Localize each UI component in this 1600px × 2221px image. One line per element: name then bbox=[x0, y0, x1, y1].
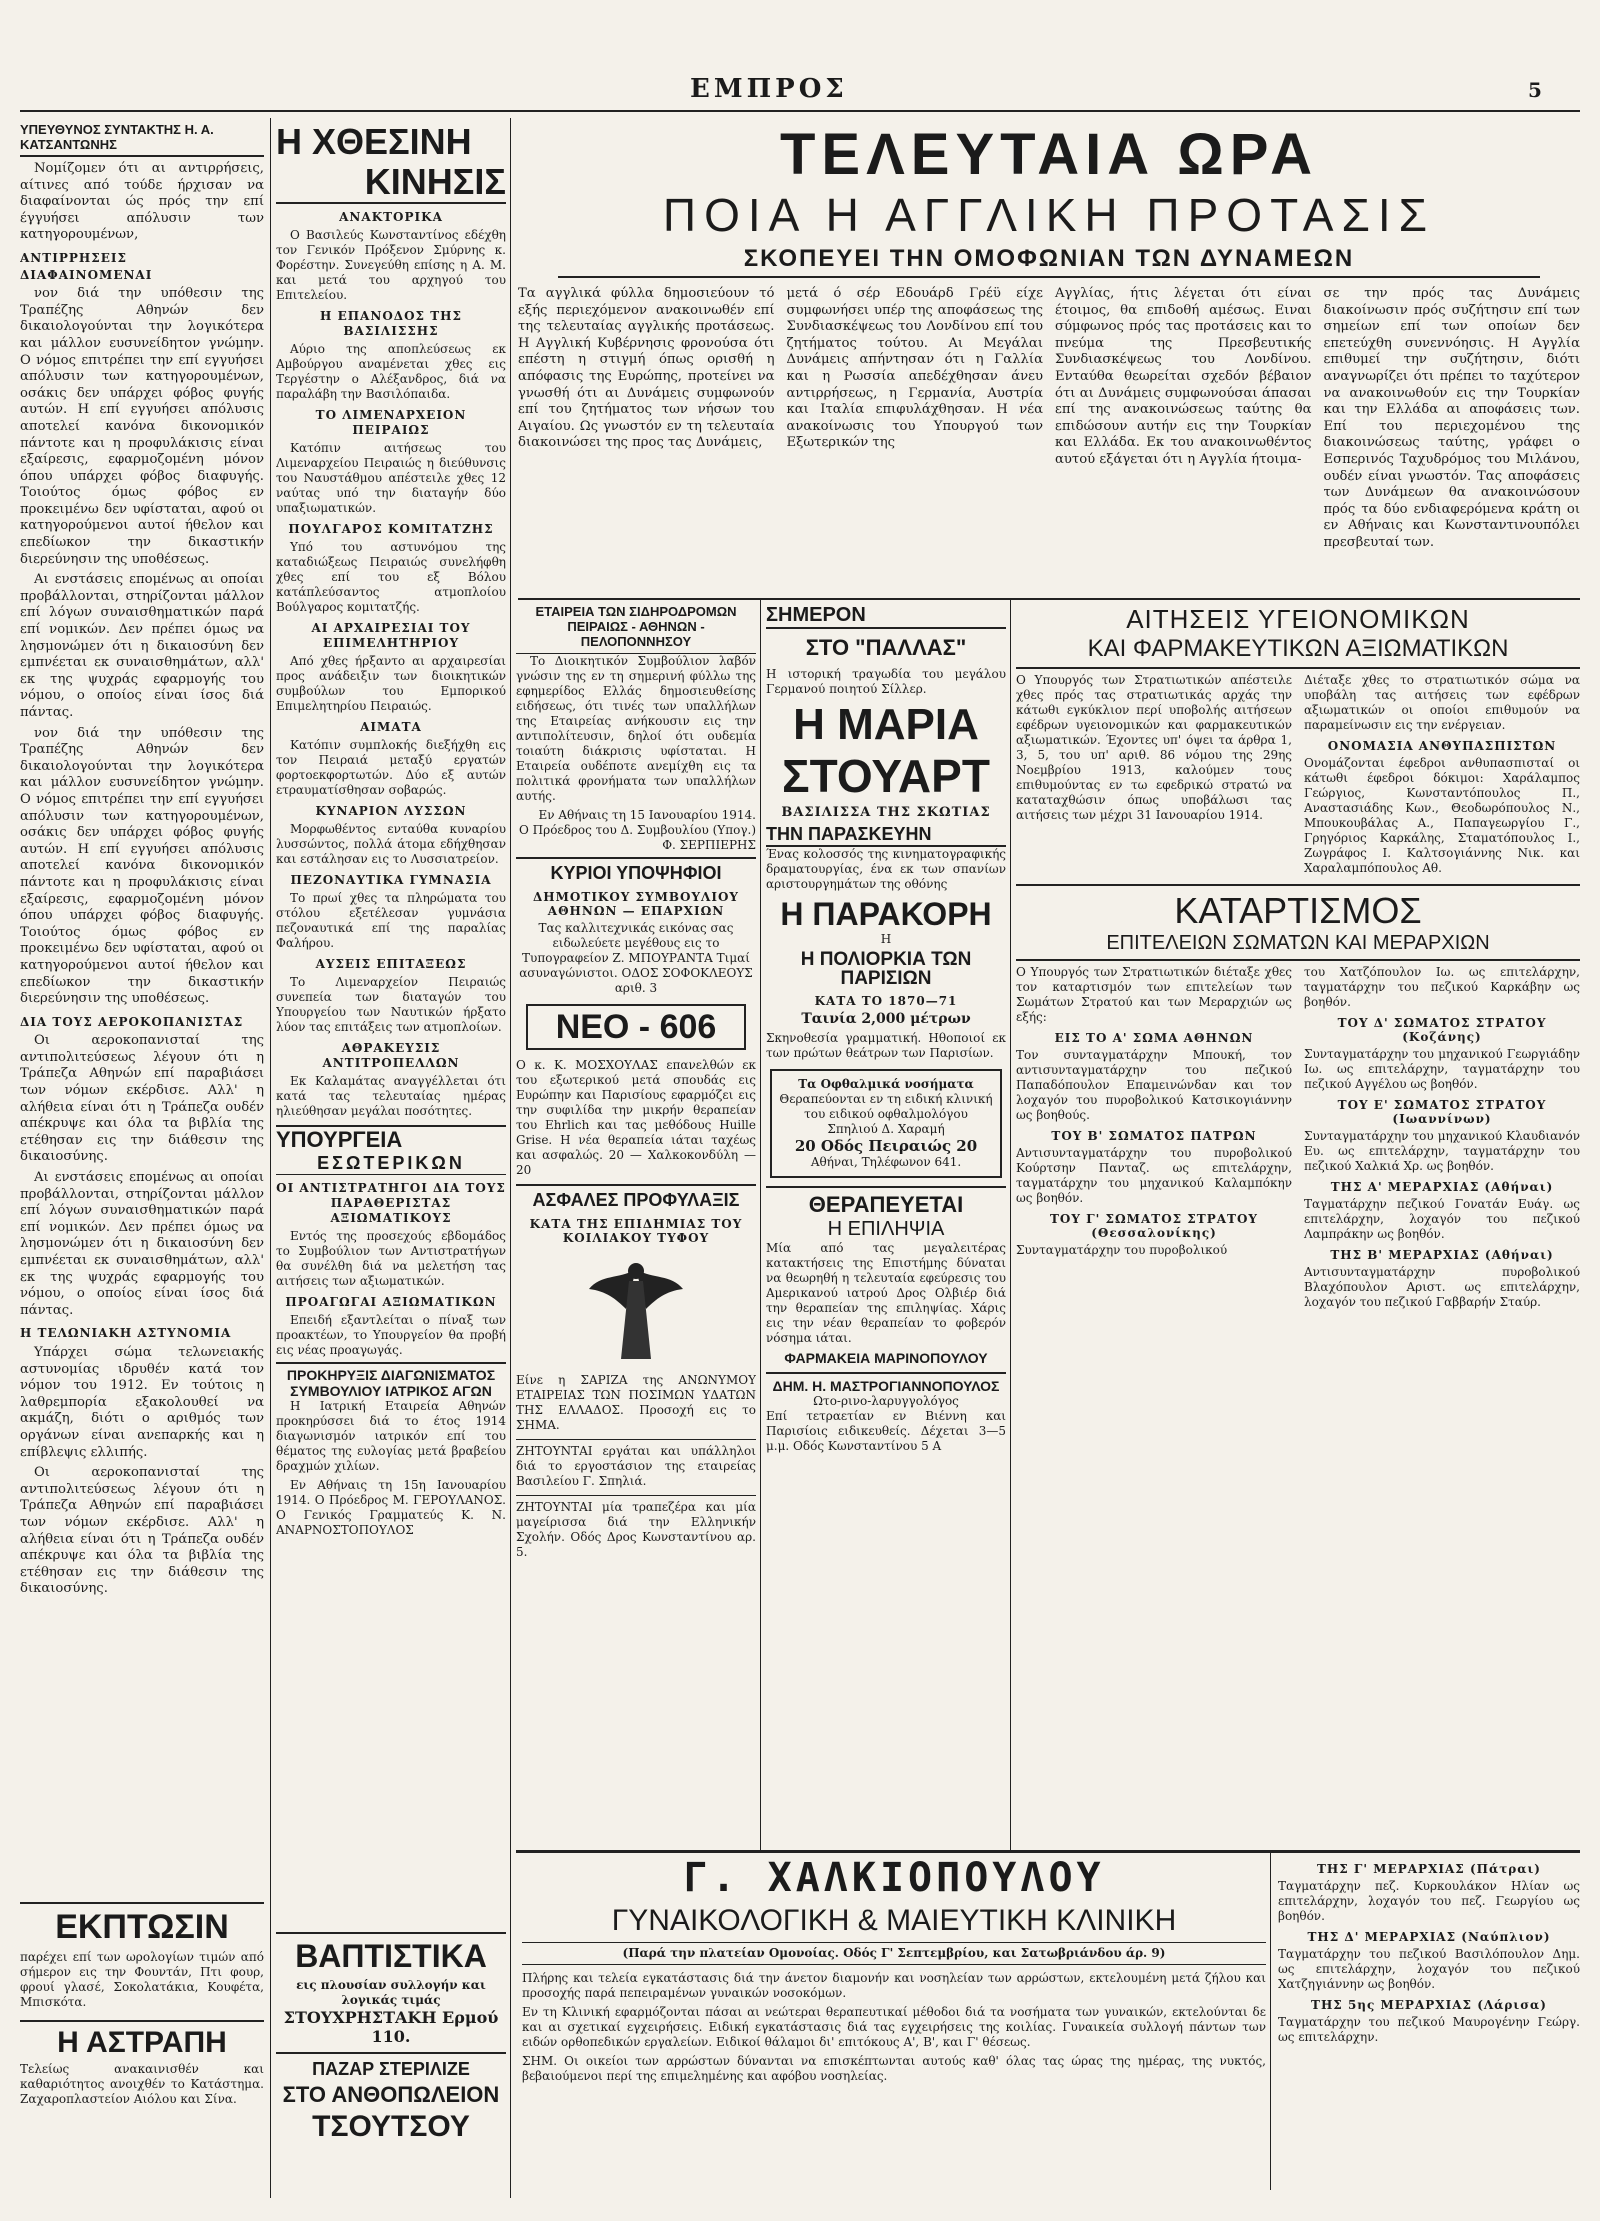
lead-column: Τα αγγλικά φύλλα δημοσιεύουν τό εξής περιεχόμενον ανακοινωθέν επί της τελευταίας αγγλικής προτάσεως. Η Αγγλική Κυβέρνησις φρονούσα ότι επέστη η στιγμή όπως ορισθή η απόφασις της Ευρώπης, προτείνει να γνωσθή ότι αι Δυνάμεις συμφωνούν επί του ζητήματος των νήσων του Αιγαίου. Ως γνωστόν εν τη τελευταία διακοινώσει της προς τας Δυνάμεις, bbox=[518, 286, 775, 451]
railway-signature: Εν Αθήναις τη 15 Ιανουαρίου 1914. Ο Πρόεδρος του Δ. Συμβουλίου (Υπογ.) Φ. ΣΕΡΠΙΕΡΗΣ bbox=[519, 808, 756, 852]
side-heading: ΑΝΤΙΡΡΗΣΕΙΣ ΔΙΑΦΑΙΝΟΜΕΝΑΙ bbox=[20, 250, 153, 282]
corps-text: Αντισυνταγματάρχην του πυροβολικού Κούρτσην Πανταζ. ως επιτελάρχην, ταγματάρχην του μηχανικού Καλαμπόκην ως βοηθόν. bbox=[1016, 1146, 1292, 1205]
film-title: ΣΤΟΥΑΡΤ bbox=[782, 750, 990, 802]
masthead bbox=[0, 74, 1600, 108]
ad-title: ΒΑΠΤΙΣΤΙΚΑ bbox=[295, 1938, 487, 1974]
ad-text: Τελείως ανακαινισθέν και καθαριότητος ανοιχθέν το Κατάστημα. Ζαχαροπλαστείον Αιόλου και Σίνα. bbox=[20, 2062, 264, 2106]
notice-text: Εν Αθήναις τη 15η Ιανουαρίου 1914. Ο Πρόεδρος Μ. ΓΕΡΟΥΛΑΝΟΣ. Ο Γενικός Γραμματεύς Κ. Ν. ΑΝΑΡΝΟΣΤΟΠΟΥΛΟΣ bbox=[276, 1478, 506, 1537]
epilepsy-sub: Η ΕΠΙΛΗΨΙΑ bbox=[827, 1218, 945, 1240]
division-text: Ταγματάρχην του πεζικού Βασιλόπουλον Δημ. ως επιτελάρχην, λοχαγόν του πεζικού Χατζηγιάννην ως βοηθόν. bbox=[1278, 1947, 1580, 1991]
eye-clinic-ad bbox=[770, 1069, 1002, 1178]
section-title: Η ΧΘΕΣΙΝΗ bbox=[276, 122, 472, 162]
column-divisions bbox=[1278, 1856, 1580, 2192]
item-text: Εκ Καλαμάτας αναγγέλλεται ότι κατά τας τελευταίας ημέρας ηλιεύθησαν μεγάλαι ποσότητες. bbox=[276, 1074, 506, 1118]
lead-column: Αγγλίας, ήτις λέγεται ότι είναι έτοιμος, θα επιδοθή αμέσως. Ειναι σύμφωνος πρός τας προτάσεις και το πνεύμα της Πρεσβευτικής Συνδιασκέψεως του Λονδίνου. Ενταύθα θεωρείται σχεδόν βέβαιον ότι αι Δυνάμεις συμφωνούσαι άπασαι επί της ανακοινώσεως ταύτης θα επιδώσουν αυτήν εις την Τουρκίαν και Ελλάδα. Εκ του ανακοινωθέντος αυτού εξάγεται ότι η Αγγλία ήτοιμα- bbox=[1055, 286, 1312, 467]
corps-heading: ΤΟΥ Ε' ΣΩΜΑΤΟΣ ΣΤΡΑΤΟΥ (Ιωαννίνων) bbox=[1337, 1098, 1547, 1126]
cinema-intro: Η ιστορική τραγωδία του μεγάλου Γερμανού ποιητού Σίλλερ. bbox=[766, 667, 1006, 696]
cinema-friday: ΤΗΝ ΠΑΡΑΣΚΕΥΗΝ bbox=[766, 824, 1006, 847]
editorial-paragraph: Οι αεροκοπανισταί της αντιπολιτεύσεως λέγουν ότι η Τράπεζα Αθηνών επί παραβιάσει των νόμων εκέρδισε. Αλλ' η αλήθεια είναι ότι η Τράπεζα ουδέν απέκρυψε και όλα τα βιβλία της ετέθησαν εις την διάθεσιν της δικαιοσύνης. bbox=[20, 1033, 264, 1165]
military-names: Ονομάζονται έφεδροι ανθυπασπισταί οι κάτωθι έφεδροι δόκιμοι: Χαράλαμπος Γεώργιος, Κωνσταντόπουλος Π., Αναστασιάδης Κων., Θεοδωρόπουλος Ν., Μπουκουβάλας Α., Παπαγεωργίου Γ., Γρηγόριος Καρκάλης, Σταματόπουλος Ι., Ζωγράφος Ι. Καλτσογιάννης Νικ. και Χαραλαμπόπουλος Αθ. bbox=[1304, 756, 1580, 875]
military-text: Ο Υπουργός των Στρατιωτικών απέστειλε χθες πρός τας στρατιωτικάς αρχάς την κάτωθι εγκύκλιον περί υποβολής αιτήσεων εφέδρων υγειονομικών και φαρμακευτικών αξιωματικών. Έχοντες υπ' όψει τα άρθρα 1, 3, 5, του υπ' αριθ. 86 νόμου της 29ης Νοεμβρίου 1913, καλούμεν τους επιθυμούντας εν τω εφεδρικώ στρατώ να καταταχθώσιν όπως υποβάλωσι τας αιτήσεις των μέχρι 31 Ιανουαρίου 1914. bbox=[1016, 673, 1292, 822]
military-subheading: ΟΝΟΜΑΣΙΑ ΑΝΘΥΠΑΣΠΙΣΤΩΝ bbox=[1327, 739, 1557, 753]
catartismos-title: ΚΑΤΑΡΤΙΣΜΟΣ bbox=[1016, 884, 1580, 932]
item-text: Μορφωθέντος ενταύθα κυναρίου λυσσώντος, πολλά άτομα εδήχθησαν και εστάλησαν εις το Λυσσιατρείον. bbox=[276, 822, 506, 866]
item-heading: ΑΘΡΑΚΕΥΣΙΣ ΑΝΤΙΤΡΟΠΕΛΛΩΝ bbox=[322, 1041, 460, 1070]
pharmacy-name: ΦΑΡΜΑΚΕΙΑ ΜΑΡΙΝΟΠΟΥΛΟΥ bbox=[784, 1350, 988, 1366]
epilepsy-text: Μία από τας μεγαλειτέρας κατακτήσεις της Επιστήμης δύναται να θεωρηθή η τελευταία εφεύρεσις του Αμερικανού ιατρού Δρος Ολβιέρ διά την θεραπείαν της επιληψίας. Χάρις εις την νέαν θεραπείαν το φοβερόν νόσημα ιάται. bbox=[766, 1241, 1006, 1345]
division-heading: ΤΗΣ Γ' ΜΕΡΑΡΧΙΑΣ (Πάτραι) bbox=[1316, 1862, 1541, 1876]
column-divider bbox=[510, 118, 511, 2198]
film-title: Η ΠΟΛΙΟΡΚΙΑ ΤΩΝ ΠΑΡΙΣΙΩΝ bbox=[800, 949, 972, 989]
ad-text: παρέχει επί των ωρολογίων τιμών από σήμερον εις την Φουντάν, Πτι φουρ, φρουί γλασέ, Σοκολατάκια, Κουφέτα, Μπισκότα. bbox=[20, 1950, 264, 2009]
division-heading: ΤΗΣ 5ης ΜΕΡΑΡΧΙΑΣ (Λάρισα) bbox=[1311, 1998, 1547, 2012]
military-text: Ο Υπουργός των Στρατιωτικών διέταξε χθες τον καταρτισμόν των επιτελείων των Σωμάτων Στρατού και των Μεραρχιών ως εξής: bbox=[1016, 965, 1292, 1024]
item-text: Επειδή εξαντλείται ο πίναξ των προακτέων, το Υπουργείον θα προβή εις νέας προαγωγάς. bbox=[276, 1313, 506, 1357]
notice-text: Η Ιατρική Εταιρεία Αθηνών προκηρύσσει διά το έτος 1914 διαγωνισμόν ιατρικόν επί του θέματος της ευλογίας μετά βραβείου δραχμών χιλίων. bbox=[276, 1399, 506, 1473]
corps-text: Συνταγματάρχην του μηχανικού Κλαυδιανόν Ευ. ως επιτελάρχην, ταγματάρχην του πεζικού Χαλκιά Χρ. ως βοηθόν. bbox=[1304, 1129, 1580, 1173]
item-heading: ΑΝΑΚΤΟΡΙΚΑ bbox=[339, 210, 443, 224]
division-heading: ΤΗΣ Α' ΜΕΡΑΡΧΙΑΣ (Αθήναι) bbox=[1330, 1180, 1554, 1194]
clinic-top-rule bbox=[516, 1850, 1580, 1853]
masthead-rule bbox=[20, 110, 1580, 112]
division-heading: ΤΗΣ Δ' ΜΕΡΑΡΧΙΑΣ (Ναύπλιον) bbox=[1307, 1930, 1551, 1944]
candidates-text: Τας καλλιτεχνικάς εικόνας σας ειδωλεύετε μεγέθους εις το Τυπογραφείον Ζ. ΜΠΟΥΡΑΝΤΑ Τιμαί ασυναγώνιστοι. ΟΔΟΣ ΣΟΦΟΚΛΕΟΥΣ αριθ. 3 bbox=[519, 921, 753, 995]
column-cinema bbox=[766, 604, 1006, 1848]
clinic-note: ΣΗΜ. Οι οικείοι των αρρώστων δύνανται να επισκέπτωνται αυτούς καθ' όλας τας ώρας της ημέρας, της νυκτός, βεβαιούμενοι περί της επιμελημένης και αφόβου νοσηλείας. bbox=[522, 2054, 1266, 2083]
lead-bottom-rule bbox=[518, 598, 1580, 600]
item-heading: ΠΟΥΛΓΑΡΟΣ ΚΟΜΙΤΑΤΖΗΣ bbox=[288, 522, 494, 536]
film-title: Η ΠΑΡΑΚΟΡΗ bbox=[780, 896, 992, 932]
catartismos-sub: ΕΠΙΤΕΛΕΙΩΝ ΣΩΜΑΤΩΝ ΚΑΙ ΜΕΡΑΡΧΙΩΝ bbox=[1016, 932, 1580, 961]
item-text: Ο Βασιλεύς Κωνσταντίνος εδέχθη τον Γενικόν Πρόξενον Σμύρνης κ. Φορέστην. Συνεγεύθη επίσης η Α. Μ. και μετά του αρχηγού του Επιτελείου. bbox=[276, 228, 506, 302]
epilepsy-title: ΘΕΡΑΠΕΥΕΤΑΙ bbox=[766, 1186, 1006, 1218]
editorial-paragraph: Οι αεροκοπανισταί της αντιπολιτεύσεως λέγουν ότι η Τράπεζα Αθηνών επί παραβιάσει των νόμων εκέρδισε. Αλλ' η αλήθεια είναι ότι η Τράπεζα ουδέν απέκρυψε και όλα τα βιβλία της ετέθησαν εις την διάθεσιν της δικαιοσύνης. bbox=[20, 1465, 264, 1597]
doctor-text: Επί τετραετίαν εν Βιέννη και Παρισίοις ειδικευθείς. Δέχεται 3—5 μ.μ. Οδός Κωνσταντίνου 5 Α bbox=[766, 1409, 1006, 1453]
column-divider bbox=[760, 600, 761, 1850]
military-text: Διέταξε χθες το στρατιωτικόν σώμα να υποβάλη τας αιτήσεις των εφέδρων αξιωματικών οι οποίοι επιθυμούν να παραμείνωσιν εις την ενέργειαν. bbox=[1304, 673, 1580, 732]
item-heading: ΟΙ ΑΝΤΙΣΤΡΑΤΗΓΟΙ ΔΙΑ ΤΟΥΣ ΠΑΡΑΘΕΡΙΣΤΑΣ ΑΞΙΩΜΑΤΙΚΟΥΣ bbox=[276, 1181, 506, 1225]
page-number: 5 bbox=[1528, 78, 1542, 102]
cinema-venue: ΣΤΟ "ΠΑΛΛΑΣ" bbox=[805, 635, 967, 660]
masthead-title: ΕΜΠΡΟΣ bbox=[690, 74, 848, 104]
lead-kicker: ΤΕΛΕΥΤΑΙΑ ΩΡΑ bbox=[779, 122, 1319, 187]
item-heading: ΑΥΣΕΙΣ ΕΠΙΤΑΞΕΩΣ bbox=[315, 957, 467, 971]
division-text: Ταγματάρχην πεζ. Κυρκουλάκον Ηλίαν ως επιτελάρχην, λοχαγόν του πεζ. Γεωργίου ως βοηθόν. bbox=[1278, 1879, 1580, 1923]
neo-title: ΝΕΟ - 606 bbox=[526, 1004, 746, 1050]
military-title: ΚΑΙ ΦΑΡΜΑΚΕΥΤΙΚΩΝ ΑΞΙΩΜΑΤΙΚΩΝ bbox=[1016, 635, 1580, 669]
corps-text: Τον συνταγματάρχην Μπουκή, τον αντισυνταγματάρχην του πεζικού Παπαδόπουλον Επαμεινώνδαν και τον λοχαγόν του πυροβολικού Κατσικογιάννην ως βοηθούς. bbox=[1016, 1048, 1292, 1122]
doctor-name: ΔΗΜ. Η. ΜΑΣΤΡΟΓΙΑΝΝΟΠΟΥΛΟΣ bbox=[766, 1372, 1006, 1394]
lead-column: μετά ό σέρ Εδουάρδ Γρέϋ είχε συμφωνήσει υπέρ της αποφάσεως της Συνδιασκέψεως του Λονδίνου επί του ζητήματος τούτου. Αι Μεγάλαι Δυνάμεις απήντησαν ότι η Γαλλία και η Ρωσσία απεδέχθησαν άνευ αντιρρήσεως, η Γερμανία, Αυστρία και Ιταλία επιφυλάχθησαν. Η νέα ανακοίνωσις του Υπουργού των Εξωτερικών της bbox=[786, 286, 1043, 451]
railway-title: ΕΤΑΙΡΕΙΑ ΤΩΝ ΣΙΔΗΡΟΔΡΟΜΩΝ ΠΕΙΡΑΙΩΣ - ΑΘΗΝΩΝ - ΠΕΛΟΠΟΝΝΗΣΟΥ bbox=[516, 604, 756, 654]
cinema-text: Ένας κολοσσός της κινηματογραφικής δραματουργίας, ένα εκ των σπανίων αριστουργημάτων της οθόνης bbox=[766, 847, 1006, 891]
lead-deck: ΣΚΟΠΕΥΕΙ ΤΗΝ ΟΜΟΦΩΝΙΑΝ ΤΩΝ ΔΥΝΑΜΕΩΝ bbox=[558, 242, 1540, 278]
ad-title: ΕΚΠΤΩΣΙΝ bbox=[55, 1908, 229, 1946]
editorial-paragraph: Αι ενστάσεις επομένως αι οποίαι προβάλλονται, στηρίζονται μάλλον επί λόγων συναισθηματικών παρά επί νομικών. Δεν πρέπει όμως να λησμονώμεν ότι η δικαιοσύνη δεν εμπνέεται εκ συναισθημάτων, αλλ' εκ της ψυχράς εφαρμογής του νόμου, ο οποίος είναι ίσος διά πάντας. bbox=[20, 1170, 264, 1318]
section-title: ΚΙΝΗΣΙΣ bbox=[276, 162, 506, 204]
column-divider bbox=[1270, 1850, 1271, 2190]
item-text: Κατόπιν συμπλοκής διεξήχθη εις τον Πειραιά μεταξύ εργατών φορτοεκφορτωτών. Δύο εξ αυτών ετραυματίσθησαν σοβαρώς. bbox=[276, 738, 506, 797]
editorial-paragraph: νον διά την υπόθεσιν της Τραπέζης Αθηνών δεν δικαιολογούνται την λογικότερα και μάλλον ευσυνείδητον γνώμην. Ο νόμος επιτρέπει την επί εγγυήσει απόλυσιν των κατηγορουμένων, οσάκις δεν υπάρχει φόβος φυγής αυτών. Η επί εγγυήσει απόλυσις αποτελεί κανόνα δικονομικόν πάντοτε και η προφυλάκισις είναι εξαίρεσις, εφαρμοζομένη μόνον όπου υπάρχει φόβος διαφυγής. Τοιούτος όμως φόβος εν προκειμένω δεν υφίσταται, αφού οι κατηγορούμενοι αυτοί ήθελον και επεδίωκον την δικαστικήν διερεύνησιν της υποθέσεως. bbox=[20, 286, 264, 567]
division-text: Αντισυνταγματάρχην πυροβολικού Βλαχόπουλον Αριστ. ως επιτελάρχην, λοχαγόν του πεζικού Γαββαρήν Σταύρ. bbox=[1304, 1265, 1580, 1309]
film-subtitle: ΒΑΣΙΛΙΣΣΑ ΤΗΣ ΣΚΩΤΙΑΣ bbox=[781, 805, 991, 820]
corps-heading: ΕΙΣ ΤΟ Α' ΣΩΜΑ ΑΘΗΝΩΝ bbox=[1054, 1031, 1254, 1045]
ad-store: ΣΤΟΥΧΡΗΣΤΑΚΗ Ερμού 110. bbox=[283, 2008, 499, 2046]
wanted-ad: ΖΗΤΟΥΝΤΑΙ εργάται και υπάλληλοι διά το εργοστάσιον της εταιρείας Βασιλείου Γ. Σπηλιά. bbox=[516, 1439, 756, 1489]
notice-heading: ΠΡΟΚΗΡΥΞΙΣ ΔΙΑΓΩΝΙΣΜΑΤΟΣ bbox=[276, 1362, 506, 1383]
column-notices bbox=[516, 604, 756, 1848]
editorial-paragraph: Αι ενστάσεις επομένως αι οποίαι προβάλλονται, στηρίζονται μάλλον επί λόγων συναισθηματικών παρά επί νομικών. Δεν πρέπει όμως να λησμονώμεν ότι η δικαιοσύνη δεν εμπνέεται εκ συναισθημάτων, αλλ' εκ της ψυχράς εφαρμογής του νόμου, ο οποίος είναι ίσος διά πάντας. bbox=[20, 572, 264, 720]
film-title: Η ΜΑΡΙΑ bbox=[793, 700, 979, 749]
clinic-ad bbox=[522, 1858, 1266, 2192]
clinic-name: Γ. ΧΑΛΚΙΟΠΟΥΛΟΥ bbox=[683, 1858, 1105, 1901]
cinema-today: ΣΗΜΕΡΟΝ bbox=[766, 604, 1006, 629]
item-heading: ΑΙΜΑΤΑ bbox=[360, 720, 422, 734]
clinic-text: Εν τη Κλινική εφαρμόζονται πάσαι αι νεώτεραι θεραπευτικαί μέθοδοι διά τα νοσήματα των γυναικών, εκτελούνται δε και αι σχετικαί εγχειρήσεις. Ειδική εγκατάστασις διά τας εγχειρήσεις της κοιλίας. Γυναικεία συλλογή πάντων των ειδών ορθοπεδικών εργαλείων. Ειδικοί θάλαμοι δι' επιτόκους Α', Β', και Γ' θέσεως. bbox=[522, 2005, 1266, 2049]
typhus-title: ΑΣΦΑΛΕΣ ΠΡΟΦΥΛΑΞΙΣ bbox=[516, 1184, 756, 1211]
ad-line: ΤΣΟΥΤΣΟΥ bbox=[312, 2110, 470, 2143]
item-text: Υπό του αστυνόμου της καταδιώξεως Πειραιώς συνελήφθη χθες επί του εξ Βόλου κατάπλεύσαντος ατμοπλοίου Βούλγαρος κομιτατζής. bbox=[276, 540, 506, 614]
item-text: Εντός της προσεχούς εβδομάδος το Συμβούλιον των Αντιστρατήγων θα συνέλθη διά να μελετήση τας αιτήσεις των αξιωματικών. bbox=[276, 1229, 506, 1288]
ad-text: εις πλουσίαν συλλογήν και λογικάς τιμάς bbox=[296, 1978, 486, 2007]
railway-text: Το Διοικητικόν Συμβούλιον λαβόν γνώσιν της εν τη σημερινή φύλλω της εφημερίδος Ελλάς δημοσιευθείσης ειδήσεως, ότι τινές των υπαλλήλων της Εταιρείας ανήκουσιν εις την αντιπολίτευσιν, δηλοί ότι ουδεμία τοιαύτη διάκρισις υφίσταται. Η Εταιρεία ουδέποτε ανεμίχθη εις τα πολιτικά φρονήματα των υπαλλήλων αυτής. bbox=[516, 654, 756, 803]
division-text: Ταγματάρχην πεζικού Γονατάν Ευάγ. ως επιτελάρχην, λοχαγόν του πεζικού Λαμπράκην ως βοηθόν. bbox=[1304, 1197, 1580, 1241]
film-length: Ταινία 2,000 μέτρων bbox=[801, 1011, 971, 1027]
item-text: Από χθες ήρξαντο αι αρχαιρεσίαι προς ανάδειξιν των διοικητικών συμβούλων του Εμπορικού Επιμελητηρίου Πειραιώς. bbox=[276, 654, 506, 713]
item-text: Το Λιμεναρχείον Πειραιώς συνεπεία των διαταγών του Υπουργείου των Ναυτικών ήρξατο λύον τας επιτάξεις των ατμοπλοίων. bbox=[276, 975, 506, 1034]
ad-line: ΠΑΖΑΡ ΣΤΕΡΙΛΙΖΕ bbox=[276, 2052, 506, 2078]
doctor-specialty: Ωτο-ρινο-λαρυγγολόγος bbox=[813, 1394, 959, 1408]
item-text: Το πρωί χθες τα πληρώματα του στόλου εξετέλεσαν γυμνάσια πεζοναυτικά επί της παραλίας Φαλήρου. bbox=[276, 891, 506, 950]
column-military bbox=[1016, 604, 1580, 1848]
angel-icon bbox=[581, 1249, 691, 1369]
editorial-paragraph: νον διά την υπόθεσιν της Τραπέζης Αθηνών δεν δικαιολογούνται την λογικότερα και μάλλον ευσυνείδητον γνώμην. Ο νόμος επιτρέπει την επί εγγυήσει απόλυσιν των κατηγορουμένων, οσάκις δεν υπάρχει φόβος φυγής αυτών. Η επί εγγυήσει απόλυσις αποτελεί κανόνα δικονομικόν πάντοτε και η προφυλάκισις είναι εξαίρεσις, εφαρμοζομένη μόνον όπου υπάρχει φόβος διαφυγής. Τοιούτος όμως φόβος εν προκειμένω δεν υφίσταται, αφού οι κατηγορούμενοι αυτοί ήθελον και επεδίωκον την δικαστικήν διερεύνησιν της υποθέσεως. bbox=[20, 725, 264, 1007]
ad-line: ΣΤΟ ΑΝΘΟΠΩΛΕΙΟΝ bbox=[282, 2082, 500, 2107]
typhus-sub: ΚΑΤΑ ΤΗΣ ΕΠΙΔΗΜΙΑΣ ΤΟΥ ΚΟΙΛΙΑΚΟΥ ΤΥΦΟΥ bbox=[529, 1217, 743, 1245]
corps-heading: ΤΟΥ Δ' ΣΩΜΑΤΟΣ ΣΤΡΑΤΟΥ (Κοζάνης) bbox=[1337, 1016, 1547, 1044]
editorial-paragraph: Υπάρχει σώμα τελωνειακής αστυνομίας ιδρυθέν κατά τον νόμον του 1912. Εν τούτοις η λαθρεμπορία εξακολουθεί να ακμάζη, διότι ο αριθμός των οργάνων είναι ανεπαρκής και η επίβλεψις ελλιπής. bbox=[20, 1344, 264, 1460]
wanted-ad: ΖΗΤΟΥΝΤΑΙ μία τραπεζέρα και μία μαγείρισσα διά την Ελληνικήν Σχολήν. Οδός Δρος Κωνσταντίνου αρ. 5. bbox=[516, 1495, 756, 1560]
eye-title: Τα Οφθαλμικά νοσήματα bbox=[798, 1077, 974, 1091]
clinic-address: (Παρά την πλατείαν Ομονοίας. Οδός Γ' Σεπτεμβρίου, και Σατωβριάνδου άρ. 9) bbox=[522, 1942, 1266, 1965]
corps-text: Συνταγματάρχην του μηχανικού Γεωργιάδην Ιω. ως επιτελάρχην, ταγματάρχην του πεζικού Αγγέλου ως βοηθόν. bbox=[1304, 1047, 1580, 1091]
eye-address: 20 Οδός Πειραιώς 20 bbox=[794, 1137, 978, 1155]
clinic-title: ΓΥΝΑΙΚΟΛΟΓΙΚΗ & ΜΑΙΕΥΤΙΚΗ ΚΛΙΝΙΚΗ bbox=[611, 1904, 1177, 1937]
item-heading: ΚΥΝΑΡΙΟΝ ΛΥΣΣΩΝ bbox=[315, 804, 467, 818]
military-title: ΑΙΤΗΣΕΙΣ ΥΓΕΙΟΝΟΜΙΚΩΝ bbox=[1126, 604, 1470, 634]
neo-text: Ο κ. Κ. ΜΟΣΧΟΥΛΑΣ επανελθών εκ του εξωτερικού μετά σπουδάς εις Ευρώπην και Παρισίους εφαρμόζει εις την συφιλίδα την μικρήν θεραπείαν του Ehrlich και τας μεθόδους Huille Grise. Η νέα θεραπεία ιάται ταχέως και ασφαλώς. 20 — Χαλκοκονδύλη — 20 bbox=[516, 1058, 756, 1177]
corps-text: του Χατζόπουλον Ιω. ως επιτελάρχην, ταγματάρχην του πεζικού Καρκάβην ως βοηθόν. bbox=[1304, 965, 1580, 1009]
notice-heading: ΣΥΜΒΟΥΛΙΟΥ ΙΑΤΡΙΚΟΣ ΑΓΩΝ bbox=[290, 1383, 492, 1399]
candidates-title: ΚΥΡΙΟΙ ΥΠΟΨΗΦΙΟΙ bbox=[516, 857, 756, 884]
item-heading: Η ΕΠΑΝΟΔΟΣ ΤΗΣ ΒΑΣΙΛΙΣΣΗΣ bbox=[320, 309, 462, 338]
division-text: Ταγματάρχην του πεζικού Μαυρογένην Γεώργ. ως επιτελάρχην. bbox=[1278, 2015, 1580, 2044]
lead-story bbox=[518, 122, 1580, 598]
candidates-sub: ΔΗΜΟΤΙΚΟΥ ΣΥΜΒΟΥΛΙΟΥ ΑΘΗΝΩΝ — ΕΠΑΡΧΙΩΝ bbox=[533, 890, 739, 918]
corps-text: Συνταγματάρχην του πυροβολικού bbox=[1016, 1243, 1228, 1257]
column-divider bbox=[1010, 600, 1011, 1850]
item-text: Κατόπιν αιτήσεως του Λιμεναρχείου Πειραιώς η διεύθυνσις του Ναυστάθμου απέστειλε χθες 12 ναύτας υπό την διαταγήν δύο υπαξιωματικών. bbox=[276, 441, 506, 515]
lead-headline: ΠΟΙΑ Η ΑΓΓΛΙΚΗ ΠΡΟΤΑΣΙΣ bbox=[662, 189, 1436, 241]
corps-heading: ΤΟΥ Β' ΣΩΜΑΤΟΣ ΠΑΤΡΩΝ bbox=[1051, 1129, 1257, 1143]
column-news bbox=[276, 122, 506, 2192]
side-heading: Η ΤΕΛΩΝΙΑΚΗ ΑΣΤΥΝΟΜΙΑ bbox=[20, 1326, 232, 1341]
eye-text: Θεραπεύονται εν τη ειδική κλινική του ειδικού οφθαλμολόγου Σπηλιού Δ. Χαραμή bbox=[779, 1092, 993, 1136]
column-divider bbox=[270, 118, 271, 2198]
film-connector: Η bbox=[880, 932, 892, 946]
section-heading: ΕΣΩΤΕΡΙΚΩΝ bbox=[276, 1153, 506, 1175]
film-subtitle: ΚΑΤΑ ΤΟ 1870—71 bbox=[814, 994, 958, 1008]
cinema-note: Σκηνοθεσία γραμματική. Ηθοποιοί εκ των πρώτων θεάτρων των Παρισίων. bbox=[766, 1031, 1006, 1060]
editor-line: ΥΠΕΥΘΥΝΟΣ ΣΥΝΤΑΚΤΗΣ Η. Α. ΚΑΤΣΑΝΤΩΝΗΣ bbox=[20, 122, 264, 157]
item-heading: ΑΙ ΑΡΧΑΙΡΕΣΙΑΙ ΤΟΥ ΕΠΙΜΕΛΗΤΗΡΙΟΥ bbox=[311, 621, 471, 650]
ad-title: Η ΑΣΤΡΑΠΗ bbox=[20, 2020, 264, 2058]
clinic-text: Πλήρης και τελεία εγκατάστασις διά την άνετον διαμονήν και νοσηλείαν των αρρώστων, εκτελουμένη μετά ζήλου και προσοχής παρά πεπειραμένων γυναικών νοσοκόμων. bbox=[522, 1971, 1266, 2000]
column-editorial bbox=[20, 122, 264, 2192]
item-heading: ΠΡΟΑΓΩΓΑΙ ΑΞΙΩΜΑΤΙΚΩΝ bbox=[285, 1295, 497, 1309]
typhus-text: Είνε η ΣΑΡΙΖΑ της ΑΝΩΝΥΜΟΥ ΕΤΑΙΡΕΙΑΣ ΤΩΝ ΠΟΣΙΜΩΝ ΥΔΑΤΩΝ ΤΗΣ ΕΛΛΑΔΟΣ. Προσοχή εις το ΣΗΜΑ. bbox=[516, 1373, 756, 1432]
lead-column: σε την πρός τας Δυνάμεις διακοίνωσιν πρός συζήτησιν επί των σημείων επί των οποίων δεν επετεύχθη συνεννόησις. Η Αγγλία επιθυμεί την συζήτησιν, διότι αναγνωρίζει ότι πρέπει το ταχύτερον να ανακοινωθούν εις την Τουρκίαν και την Ελλάδα αι αποφάσεις των. Επί του περιεχομένου της διακοινώσεως ταύτης, γράφει ο Εσπερινός Ταχυδρόμος του Μιλάνου, ουδέν είναι γνωστόν. Τας αποφάσεις των Δυνάμεων θα ανακοινώσουν πρός τα δύο ενδιαφερόμενα κράτη οι εν Αθήναις και Κωνσταντινουπόλει πρεσβευταί των. bbox=[1323, 286, 1580, 550]
side-heading: ΔΙΑ ΤΟΥΣ ΑΕΡΟΚΟΠΑΝΙΣΤΑΣ bbox=[20, 1014, 244, 1029]
section-heading: ΥΠΟΥΡΓΕΙΑ bbox=[276, 1125, 506, 1153]
division-heading: ΤΗΣ Β' ΜΕΡΑΡΧΙΑΣ (Αθήναι) bbox=[1330, 1248, 1554, 1262]
item-heading: ΠΕΖΟΝΑΥΤΙΚΑ ΓΥΜΝΑΣΙΑ bbox=[290, 873, 492, 887]
item-text: Αύριο της αποπλεύσεως εκ Αμβούργου αναμένεται χθες εις Τεργέστην ο Αλέξανδρος, διά να παραλάβη την Βασιλόπαιδα. bbox=[276, 342, 506, 401]
eye-phone: Αθήναι, Τηλέφωνον 641. bbox=[810, 1155, 962, 1169]
item-heading: ΤΟ ΛΙΜΕΝΑΡΧΕΙΟΝ ΠΕΙΡΑΙΩΣ bbox=[315, 408, 467, 437]
editorial-paragraph: Νομίζομεν ότι αι αντιρρήσεις, αίτινες από τούδε ήρχισαν να διαφαίνονται ώς πρός την επί έγγυήσει απόλυσιν των κατηγορουμένων, bbox=[20, 161, 264, 243]
corps-heading: ΤΟΥ Γ' ΣΩΜΑΤΟΣ ΣΤΡΑΤΟΥ (Θεσσαλονίκης) bbox=[1050, 1212, 1258, 1240]
